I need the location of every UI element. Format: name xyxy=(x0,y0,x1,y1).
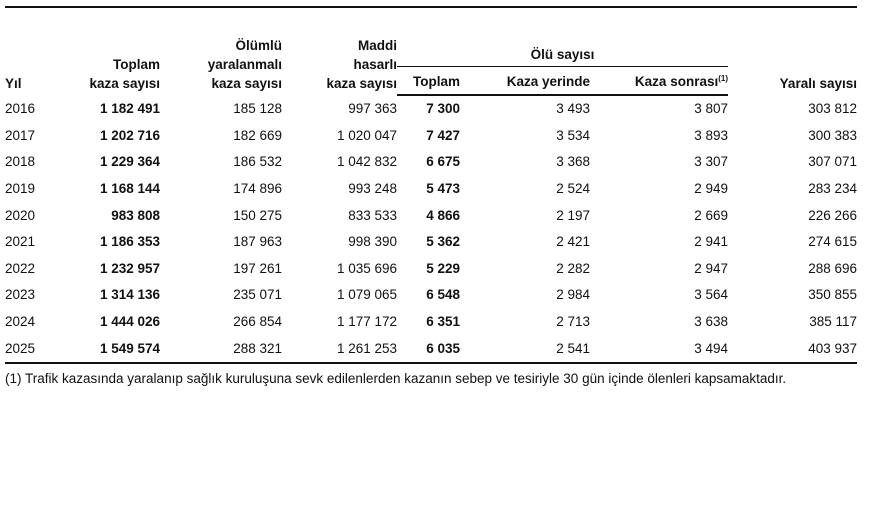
cell-injured: 226 266 xyxy=(808,207,857,223)
cell-fatal-injury-accidents: 288 321 xyxy=(160,335,282,363)
header-material-line3: kaza sayısı xyxy=(326,76,397,91)
header-material-damage-accidents xyxy=(282,8,397,95)
cell-deaths-after: 2 669 xyxy=(694,207,728,223)
cell-deaths-total: 5 362 xyxy=(426,234,460,250)
cell-deaths-at-scene: 3 534 xyxy=(556,127,590,143)
header-deaths-after xyxy=(590,67,728,96)
cell-year: 2017 xyxy=(5,127,36,143)
cell-deaths-at-scene: 2 282 xyxy=(556,260,590,276)
table-row xyxy=(5,282,857,309)
cell-deaths-total: 6 035 xyxy=(397,335,460,363)
table-row xyxy=(5,309,857,336)
table-row xyxy=(5,256,857,283)
cell-fatal-injury-accidents: 197 261 xyxy=(233,260,282,276)
accident-statistics-table xyxy=(5,8,857,364)
header-fatal-injury-accidents xyxy=(160,8,282,95)
table-row xyxy=(5,335,857,363)
cell-injured: 274 615 xyxy=(808,234,857,250)
header-fatal-injury-line2: yaralanmalı xyxy=(207,57,282,72)
cell-injured: 403 937 xyxy=(728,335,857,363)
cell-deaths-at-scene: 2 713 xyxy=(556,314,590,330)
cell-deaths-after: 3 494 xyxy=(590,335,728,363)
table-row xyxy=(5,202,857,229)
cell-fatal-injury-accidents: 266 854 xyxy=(233,314,282,330)
cell-fatal-injury-accidents: 235 071 xyxy=(233,287,282,303)
cell-year: 2016 xyxy=(5,100,36,116)
cell-deaths-at-scene: 2 421 xyxy=(556,234,590,250)
accident-statistics-table-container xyxy=(5,6,857,389)
cell-injured: 288 696 xyxy=(808,260,857,276)
cell-total-accidents: 1 549 574 xyxy=(57,335,160,363)
cell-total-accidents: 1 168 144 xyxy=(99,181,160,197)
cell-deaths-after: 2 949 xyxy=(694,181,728,197)
cell-fatal-injury-accidents: 150 275 xyxy=(233,207,282,223)
cell-deaths-after: 3 638 xyxy=(694,314,728,330)
cell-material-damage-accidents: 993 248 xyxy=(348,181,397,197)
cell-material-damage-accidents: 998 390 xyxy=(348,234,397,250)
cell-deaths-at-scene: 2 197 xyxy=(556,207,590,223)
table-body xyxy=(5,95,857,363)
cell-year: 2018 xyxy=(5,154,36,170)
cell-year: 2022 xyxy=(5,260,36,276)
cell-deaths-after: 3 893 xyxy=(694,127,728,143)
footnote-text: (1) Trafik kazasında yaralanıp sağlık kuruluşuna sevk edilenlerden kazanın sebep ve tesiriyle 30 gün içinde ölenleri kapsamaktadır. xyxy=(5,370,787,386)
header-deaths-group: Ölü sayısı xyxy=(397,8,728,67)
header-fatal-injury-line3: kaza sayısı xyxy=(211,76,282,91)
cell-material-damage-accidents: 1 042 832 xyxy=(336,154,397,170)
cell-deaths-at-scene: 3 368 xyxy=(556,154,590,170)
cell-total-accidents: 983 808 xyxy=(111,207,160,223)
cell-total-accidents: 1 202 716 xyxy=(99,127,160,143)
cell-year: 2025 xyxy=(5,335,57,363)
cell-deaths-at-scene: 2 524 xyxy=(556,181,590,197)
cell-deaths-at-scene: 3 493 xyxy=(556,101,590,117)
cell-injured: 350 855 xyxy=(808,287,857,303)
cell-deaths-after: 3 807 xyxy=(694,101,728,117)
cell-material-damage-accidents: 1 035 696 xyxy=(336,260,397,276)
cell-fatal-injury-accidents: 185 128 xyxy=(233,100,282,116)
cell-total-accidents: 1 182 491 xyxy=(99,100,160,116)
cell-material-damage-accidents: 1 177 172 xyxy=(336,314,397,330)
header-deaths-total: Toplam xyxy=(397,67,460,96)
cell-deaths-total: 4 866 xyxy=(426,207,460,223)
cell-material-damage-accidents: 1 020 047 xyxy=(336,127,397,143)
header-deaths-after-label: Kaza sonrası xyxy=(634,74,719,89)
cell-material-damage-accidents: 1 261 253 xyxy=(282,335,397,363)
header-total-accidents xyxy=(57,8,160,95)
header-material-line2: hasarlı xyxy=(353,57,397,72)
table-header xyxy=(5,8,857,95)
cell-material-damage-accidents: 833 533 xyxy=(348,207,397,223)
cell-material-damage-accidents: 1 079 065 xyxy=(336,287,397,303)
cell-year: 2024 xyxy=(5,314,36,330)
cell-injured: 385 117 xyxy=(809,314,857,330)
cell-deaths-total: 6 351 xyxy=(426,314,460,330)
cell-material-damage-accidents: 997 363 xyxy=(348,100,397,116)
header-total-accidents-line1: Toplam xyxy=(113,57,160,72)
cell-total-accidents: 1 444 026 xyxy=(99,314,160,330)
cell-deaths-total: 5 473 xyxy=(426,181,460,197)
cell-year: 2023 xyxy=(5,287,36,303)
table-row xyxy=(5,229,857,256)
cell-fatal-injury-accidents: 174 896 xyxy=(233,181,282,197)
cell-deaths-total: 6 548 xyxy=(426,287,460,303)
cell-deaths-total: 6 675 xyxy=(426,154,460,170)
header-injured: Yaralı sayısı xyxy=(779,76,857,91)
cell-year: 2019 xyxy=(5,181,36,197)
cell-deaths-at-scene: 2 984 xyxy=(556,287,590,303)
cell-injured: 300 383 xyxy=(808,127,857,143)
cell-deaths-after: 2 947 xyxy=(694,260,728,276)
cell-deaths-after: 3 564 xyxy=(694,287,728,303)
cell-total-accidents: 1 232 957 xyxy=(99,260,160,276)
table-row xyxy=(5,176,857,203)
header-year: Yıl xyxy=(5,76,22,91)
cell-fatal-injury-accidents: 187 963 xyxy=(233,234,282,250)
header-deaths-at-scene: Kaza yerinde xyxy=(460,67,590,96)
cell-total-accidents: 1 186 353 xyxy=(99,234,160,250)
cell-deaths-after: 3 307 xyxy=(694,154,728,170)
cell-deaths-total: 5 229 xyxy=(426,260,460,276)
table-row xyxy=(5,95,857,123)
table-row xyxy=(5,149,857,176)
header-fatal-injury-line1: Ölümlü xyxy=(235,38,282,53)
cell-year: 2020 xyxy=(5,207,36,223)
cell-deaths-after: 2 941 xyxy=(694,234,728,250)
cell-injured: 307 071 xyxy=(808,154,857,170)
cell-fatal-injury-accidents: 186 532 xyxy=(233,154,282,170)
cell-year: 2021 xyxy=(5,234,36,250)
cell-deaths-total: 7 427 xyxy=(426,127,460,143)
cell-deaths-at-scene: 2 541 xyxy=(460,335,590,363)
table-row xyxy=(5,123,857,150)
footnote-ref-superscript: (1) xyxy=(718,74,728,83)
cell-total-accidents: 1 314 136 xyxy=(99,287,160,303)
cell-deaths-total: 7 300 xyxy=(426,101,460,117)
cell-total-accidents: 1 229 364 xyxy=(99,154,160,170)
cell-injured: 303 812 xyxy=(808,100,857,116)
cell-fatal-injury-accidents: 182 669 xyxy=(233,127,282,143)
header-material-line1: Maddi xyxy=(358,38,397,53)
header-total-accidents-line2: kaza sayısı xyxy=(89,76,160,91)
cell-injured: 283 234 xyxy=(808,181,857,197)
